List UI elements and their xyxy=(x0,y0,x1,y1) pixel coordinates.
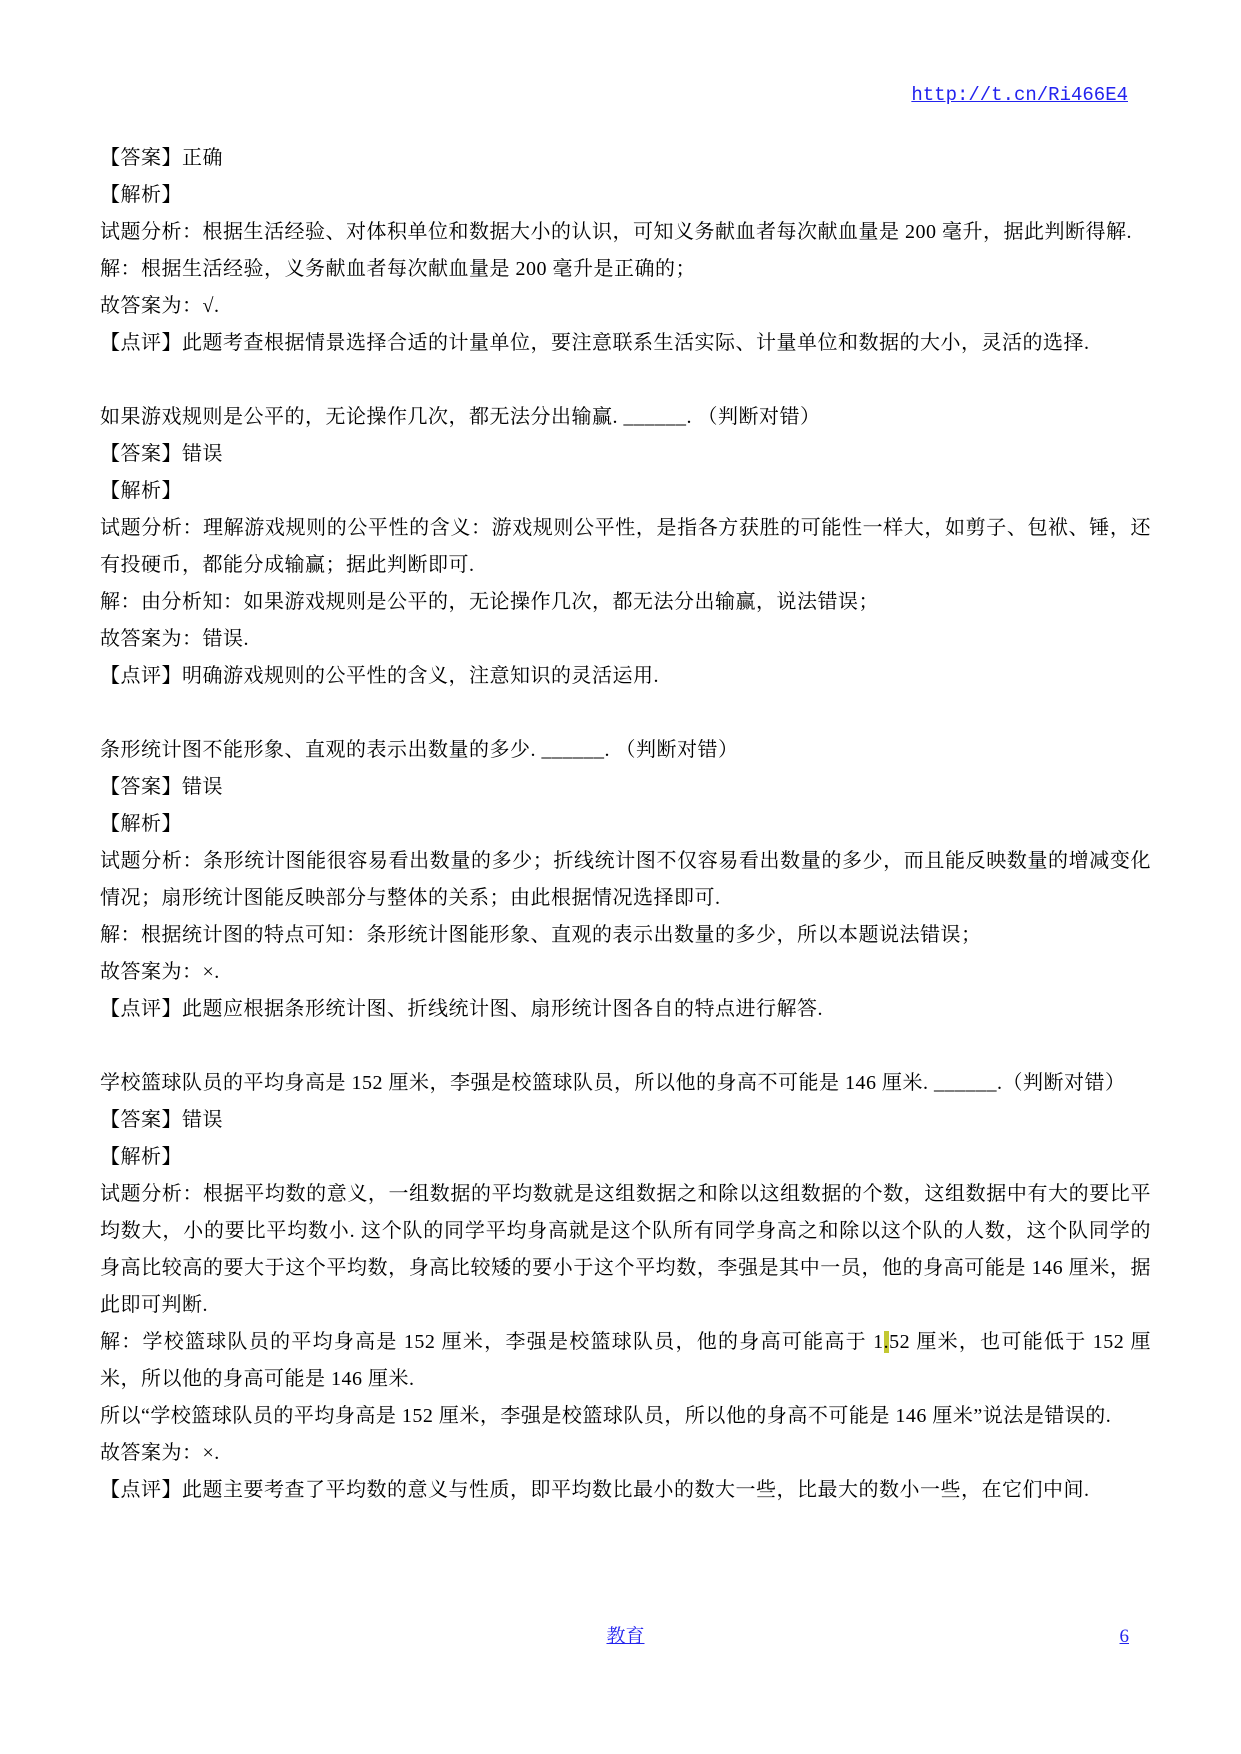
question-paragraph: 学校篮球队员的平均身高是 152 厘米，李强是校篮球队员，所以他的身高不可能是 146 厘米. ______.（判断对错） xyxy=(100,1072,1126,1094)
comment-paragraph: 【点评】此题考查根据情景选择合适的计量单位，要注意联系生活实际、计量单位和数据的大小，灵活的选择. xyxy=(100,332,1090,354)
analysis-paragraph: 试题分析：根据生活经验、对体积单位和数据大小的认识，可知义务献血者每次献血量是 200 毫升，据此判断得解. xyxy=(100,221,1132,243)
highlighted-dot: . xyxy=(883,1331,890,1353)
answer-line: 【答案】错误 xyxy=(100,776,223,798)
conclusion-paragraph: 所以“学校篮球队员的平均身高是 152 厘米，李强是校篮球队员，所以他的身高不可能是 146 厘米”说法是错误的. xyxy=(100,1405,1112,1427)
qa-section-1 xyxy=(100,140,1151,362)
verdict-line: 故答案为：√. xyxy=(100,295,220,317)
analysis-paragraph: 试题分析：根据平均数的意义，一组数据的平均数就是这组数据之和除以这组数据的个数，这组数据中有大的要比平均数大，小的要比平均数小. 这个队的同学平均身高就是这个队所有同学身高之和除以这个队的人数，这个队同学的身高比较高的要大于这个平均数，身高比较矮的要小于这个平均数，李强是其中一员，他的身高可能是 146 厘米，据此即可判断. xyxy=(100,1183,1151,1316)
analysis-heading: 【解析】 xyxy=(100,480,182,502)
qa-section-2 xyxy=(100,399,1151,695)
solution-paragraph: 解：根据生活经验，义务献血者每次献血量是 200 毫升是正确的； xyxy=(100,258,696,280)
verdict-line: 故答案为：错误. xyxy=(100,628,249,650)
comment-paragraph: 【点评】明确游戏规则的公平性的含义，注意知识的灵活运用. xyxy=(100,665,659,687)
question-paragraph: 条形统计图不能形象、直观的表示出数量的多少. ______. （判断对错） xyxy=(100,739,739,761)
qa-section-4 xyxy=(100,1065,1151,1509)
comment-paragraph: 【点评】此题应根据条形统计图、折线统计图、扇形统计图各自的特点进行解答. xyxy=(100,998,823,1020)
solution-paragraph: 解：由分析知：如果游戏规则是公平的，无论操作几次，都无法分出输赢，说法错误； xyxy=(100,591,879,613)
page-number-link[interactable]: 6 xyxy=(1119,1626,1129,1647)
page-header xyxy=(911,84,1128,106)
verdict-line: 故答案为：×. xyxy=(100,961,220,983)
answer-line: 【答案】错误 xyxy=(100,1109,223,1131)
solution-text-after: 52 厘米，也可能低于 152 厘米，所以他的身高可能是 146 厘米. xyxy=(100,1331,1152,1390)
question-paragraph: 如果游戏规则是公平的，无论操作几次，都无法分出输赢. ______. （判断对错） xyxy=(100,406,821,428)
analysis-paragraph: 试题分析：条形统计图能很容易看出数量的多少；折线统计图不仅容易看出数量的多少，而且能反映数量的增减变化情况；扇形统计图能反映部分与整体的关系；由此根据情况选择即可. xyxy=(100,850,1151,909)
verdict-line: 故答案为：×. xyxy=(100,1442,220,1464)
solution-text-before: 解：学校篮球队员的平均身高是 152 厘米，李强是校篮球队员，他的身高可能高于 1 xyxy=(100,1331,884,1353)
comment-paragraph: 【点评】此题主要考查了平均数的意义与性质，即平均数比最小的数大一些，比最大的数小一些，在它们中间. xyxy=(100,1479,1090,1501)
footer-site-link[interactable]: 教育 xyxy=(606,1626,645,1647)
document-content xyxy=(100,140,1151,1509)
answer-line: 【答案】正确 xyxy=(100,147,223,169)
analysis-heading: 【解析】 xyxy=(100,1146,182,1168)
page-footer xyxy=(100,1624,1151,1650)
solution-paragraph: 解：根据统计图的特点可知：条形统计图能形象、直观的表示出数量的多少，所以本题说法错误； xyxy=(100,924,982,946)
answer-line: 【答案】错误 xyxy=(100,443,223,465)
header-url-link[interactable]: http://t.cn/Ri466E4 xyxy=(911,84,1128,106)
analysis-paragraph: 试题分析：理解游戏规则的公平性的含义：游戏规则公平性，是指各方获胜的可能性一样大，如剪子、包袱、锤，还有投硬币，都能分成输赢；据此判断即可. xyxy=(100,517,1151,576)
analysis-heading: 【解析】 xyxy=(100,813,182,835)
solution-paragraph xyxy=(100,1324,1151,1398)
qa-section-3 xyxy=(100,732,1151,1028)
analysis-heading: 【解析】 xyxy=(100,184,182,206)
